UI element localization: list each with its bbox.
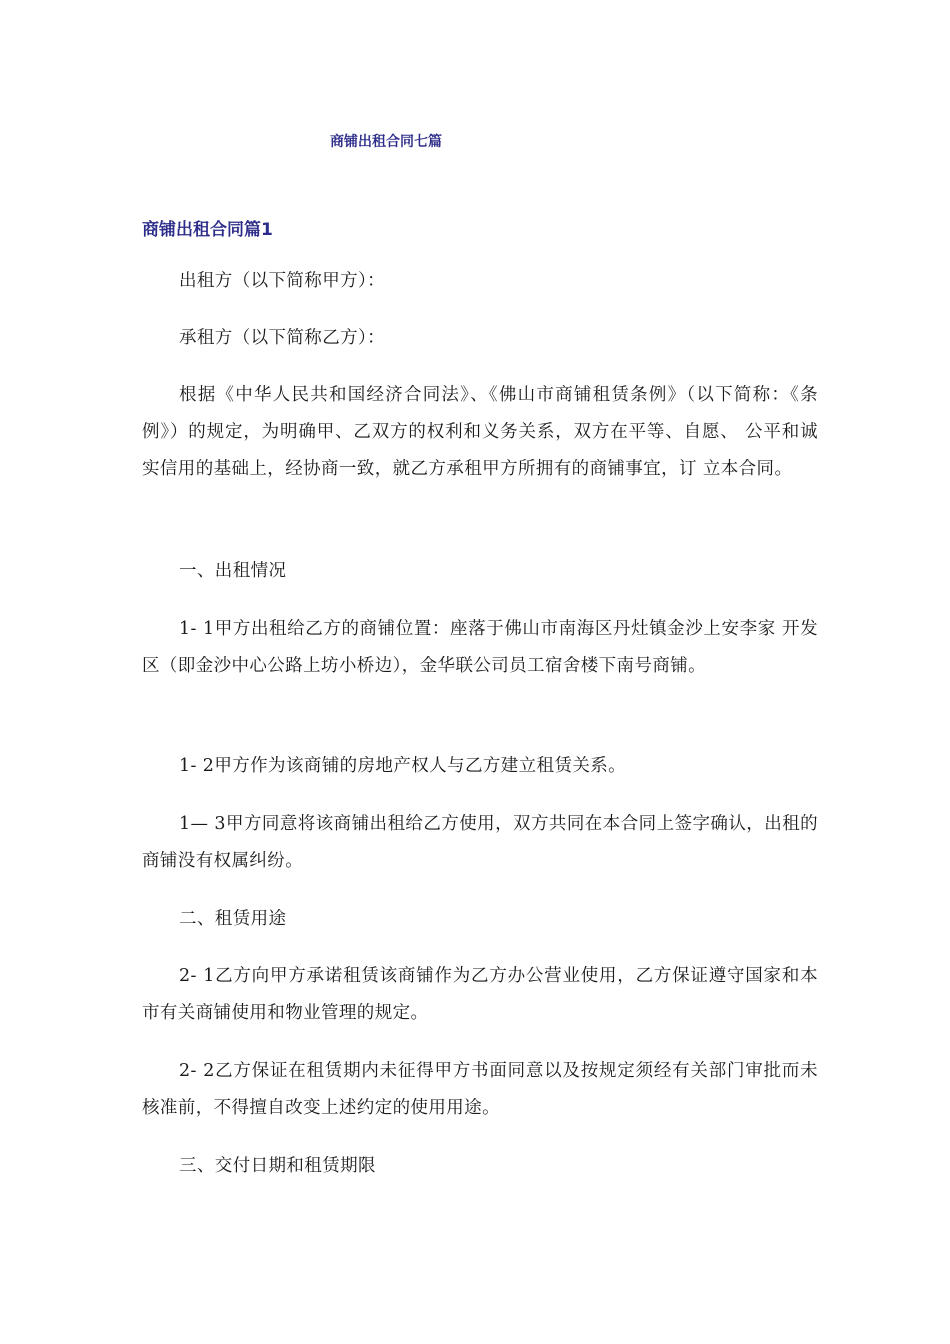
section-heading: 商铺出租合同篇1: [142, 220, 273, 240]
paragraph-clause-1-3: 1— 3甲方同意将该商铺出租给乙方使用，双方共同在本合同上签字确认，出租的商铺没有权属纠纷。: [142, 814, 818, 871]
paragraph-preamble: 根据《中华人民共和国经济合同法》、《佛山市商铺租赁条例》（以下简称：《条例》）的规定，为明确甲、乙双方的权利和义务关系，双方在平等、自愿、 公平和诚实信用的基础上，经协商一致，就乙方承租甲方所拥有的商铺事宜，订 立本合同。: [142, 385, 818, 479]
paragraph-lessor: 出租方（以下简称甲方）：: [179, 271, 386, 291]
paragraph-lessee: 承租方（以下简称乙方）：: [179, 328, 386, 348]
paragraph-section-1-heading: 一、出租情况: [179, 561, 287, 581]
document-title: 商铺出租合同七篇: [330, 134, 442, 150]
paragraph-section-2-heading: 二、租赁用途: [179, 909, 287, 929]
paragraph-clause-2-2: 2- 2乙方保证在租赁期内未征得甲方书面同意以及按规定须经有关部门审批而未核准前，不得擅自改变上述约定的使用用途。: [142, 1061, 818, 1118]
paragraph-clause-1-2: 1- 2甲方作为该商铺的房地产权人与乙方建立租赁关系。: [179, 756, 627, 776]
paragraph-clause-2-1: 2- 1乙方向甲方承诺租赁该商铺作为乙方办公营业使用，乙方保证遵守国家和本市有关商铺使用和物业管理的规定。: [142, 966, 818, 1023]
paragraph-section-3-heading: 三、交付日期和租赁期限: [179, 1156, 376, 1176]
paragraph-clause-1-1: 1- 1甲方出租给乙方的商铺位置：座落于佛山市南海区丹灶镇金沙上安李家 开发区（即金沙中心公路上坊小桥边），金华联公司员工宿舍楼下南号商铺。: [142, 619, 818, 676]
